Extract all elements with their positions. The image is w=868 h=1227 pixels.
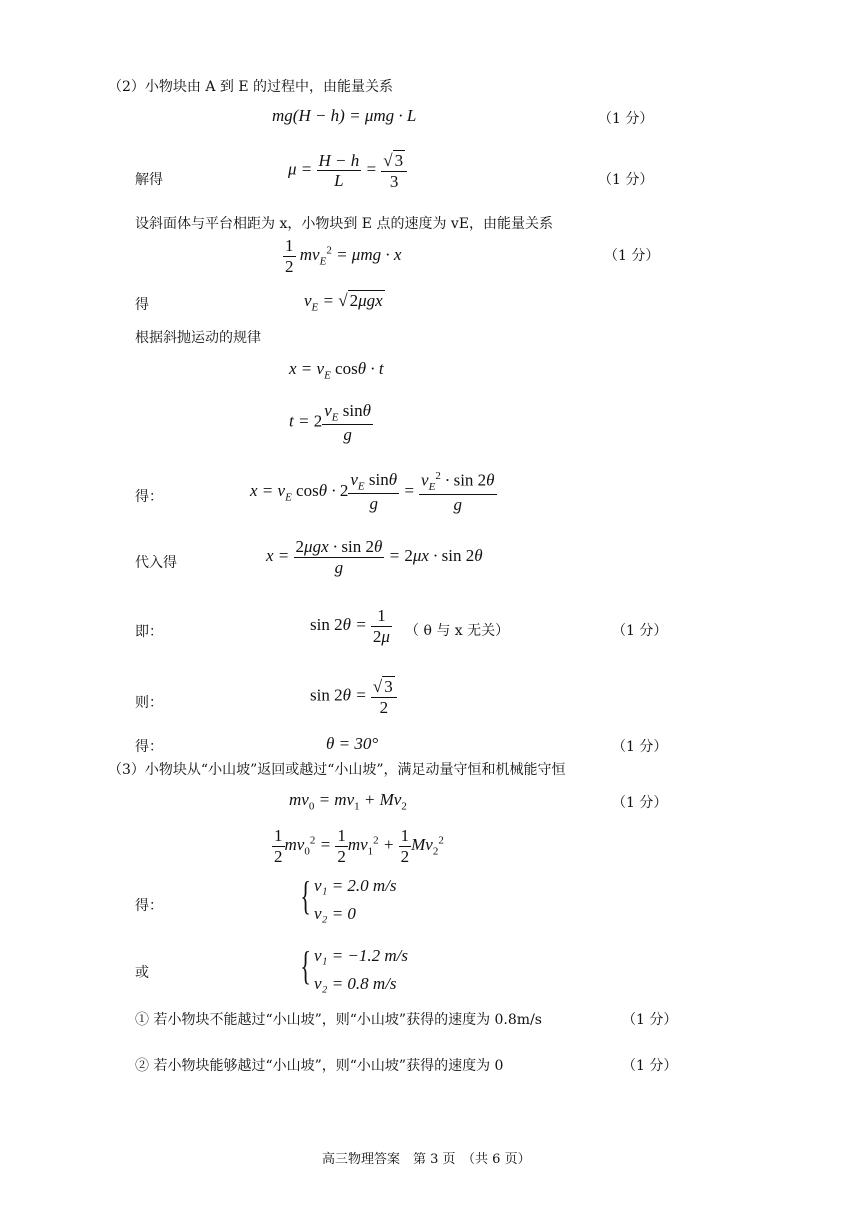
equation-energy-1: mg(H − h) = μmg · L xyxy=(272,106,417,125)
case-1: ① 若小物块不能越过“小山坡”，则“小山坡”获得的速度为 0.8m/s xyxy=(135,1012,542,1028)
solution-2-v2: v₂ = 0.8 m/s xyxy=(314,974,397,993)
brace-icon: { xyxy=(300,943,311,988)
case-2: ② 若小物块能够越过“小山坡”，则“小山坡”获得的速度为 0 xyxy=(135,1058,504,1074)
score-6: （1 分） xyxy=(612,795,668,811)
equation-x: $x = v_E$ cosθ · t xyxy=(289,359,384,382)
get-colon-3: 得： xyxy=(135,898,163,914)
score-1: （1 分） xyxy=(598,111,654,127)
equation-sin2theta: sin 2θ = $\frac{1}{2\mu}$ xyxy=(310,606,390,646)
page-footer: 高三物理答案 第 3 页 （共 6 页） xyxy=(322,1152,531,1167)
or-label: 或 xyxy=(135,965,149,981)
equation-mu: μ = $\frac{H - h}{L}$ = $\frac{√ 3}{3}$ xyxy=(288,150,407,191)
score-5: （1 分） xyxy=(612,739,668,755)
equation-substitute: x = $\frac{\text{2μgx · sin 2θ}}{g}$ = 2μx · sin 2θ xyxy=(266,537,483,577)
equation-energy-2: $\frac{1}{2}$ $mv_E^2 = \mu mg \cdot x$ xyxy=(285,236,402,276)
part3-intro: （3）小物块从“小山坡”返回或越过“小山坡”，满足动量守恒和机械能守恒 xyxy=(108,762,566,778)
score-4: （1 分） xyxy=(612,623,668,639)
projectile-text: 根据斜抛运动的规律 xyxy=(135,330,261,346)
solution-1-v2: v₂ = 0 xyxy=(314,904,356,923)
equation-ve: $v_E$ = √ 2μgx xyxy=(304,291,383,314)
score-7: （1 分） xyxy=(622,1012,678,1028)
equation-momentum: $mv_0 = mv_1 + Mv_2$ xyxy=(289,790,407,813)
namely-label: 即： xyxy=(135,624,163,640)
note-theta: （ θ 与 x 无关） xyxy=(405,623,510,639)
setup-text: 设斜面体与平台相距为 x，小物块到 E 点的速度为 vE，由能量关系 xyxy=(135,216,554,232)
equation-sin2theta-value: sin 2θ = $\frac{√ 3}{2}$ xyxy=(310,676,397,717)
get-label-1: 得 xyxy=(135,297,149,313)
score-3: （1 分） xyxy=(604,248,660,264)
equation-t: t = 2 $\frac{v_E \sin\theta}{g}$ xyxy=(289,401,371,445)
part2-intro: （2）小物块由 A 到 E 的过程中，由能量关系 xyxy=(108,79,394,95)
solution-1-v1: v₁ = 2.0 m/s xyxy=(314,876,397,895)
get-colon-1: 得： xyxy=(135,489,163,505)
get-colon-2: 得： xyxy=(135,739,163,755)
score-2: （1 分） xyxy=(598,172,654,188)
score-8: （1 分） xyxy=(622,1058,678,1074)
solution-2-v1: v₁ = −1.2 m/s xyxy=(314,946,409,965)
then-label: 则： xyxy=(135,695,163,711)
theta-result: θ = 30° xyxy=(326,734,379,753)
equation-kinetic-energy: $\frac{1}{2}$ $mv_0^2$ = $\frac{1}{2}$ $mv_1^2$ + $\frac{1}{2}$ $Mv_2^2$ xyxy=(274,826,444,866)
equation-x-combined: $x = v_E$ cosθ · 2 $\frac{v_E \sin\theta}{g}$ = $\frac{v_E^2 \cdot \sin 2\theta}{g}$ xyxy=(250,470,495,514)
solve-label: 解得 xyxy=(135,172,163,188)
brace-icon: { xyxy=(300,873,311,918)
substitute-label: 代入得 xyxy=(135,555,177,571)
